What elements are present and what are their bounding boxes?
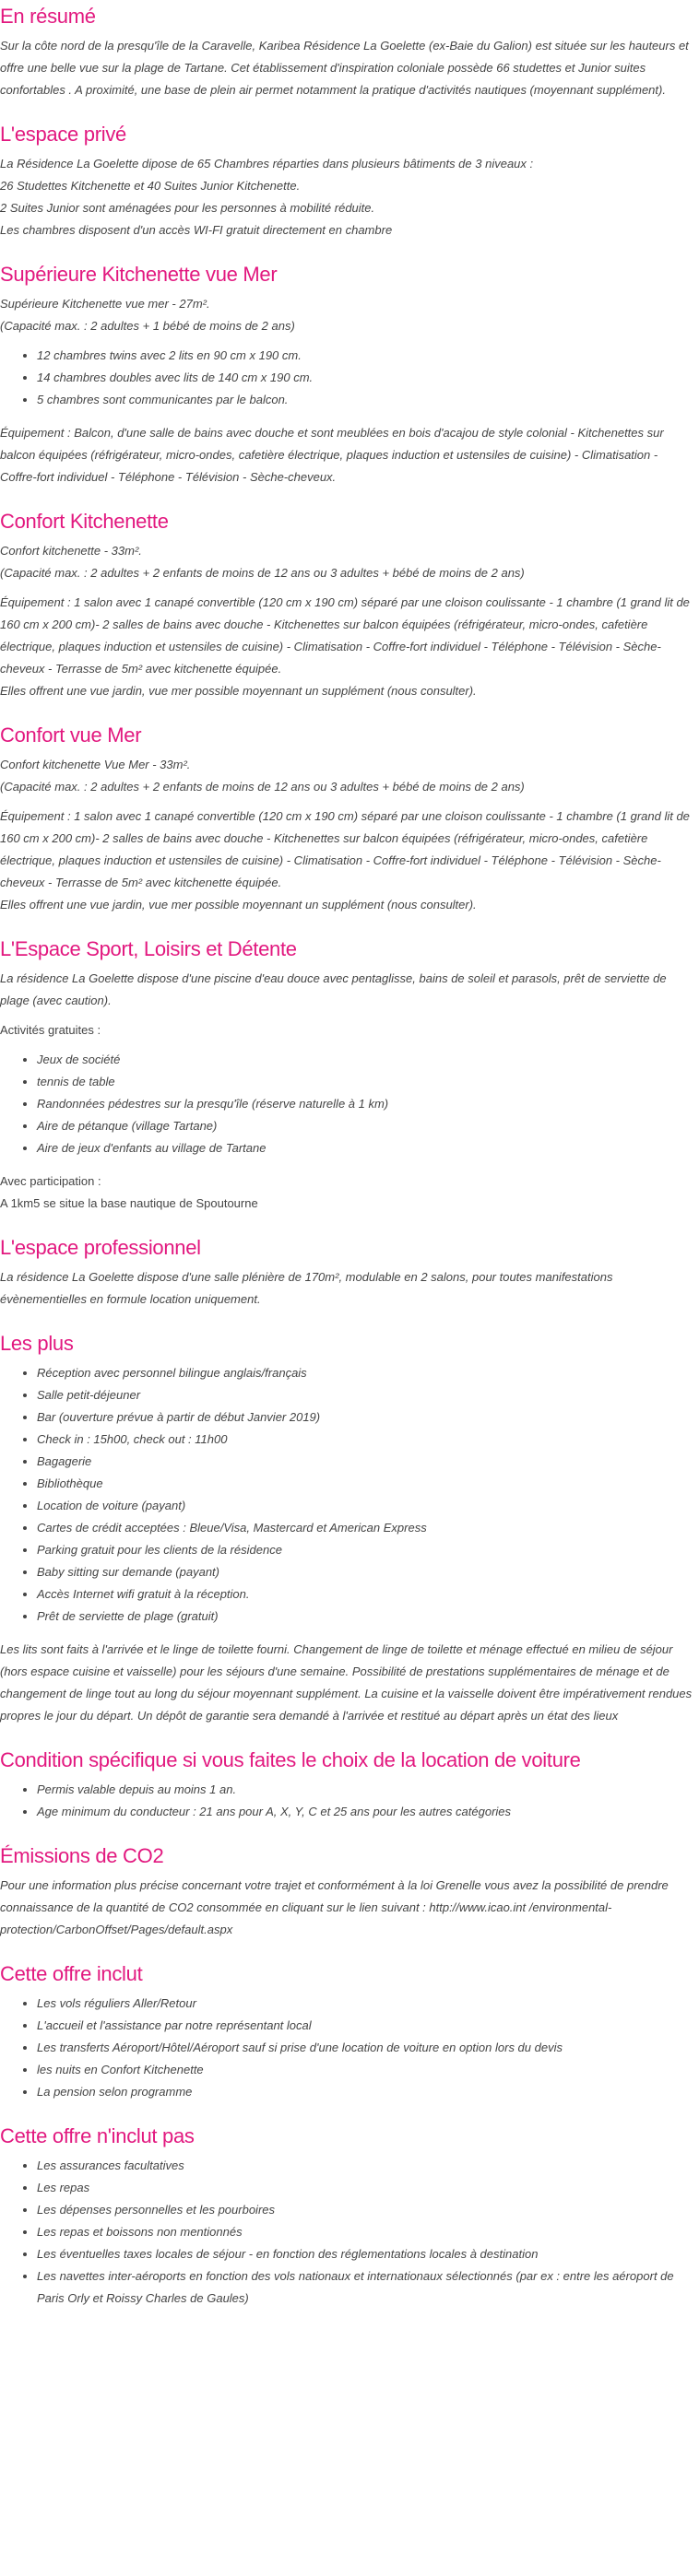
list-item: • Les dépenses personnelles et les pourboires (37, 2199, 693, 2221)
list-item: • L'accueil et l'assistance par notre représentant local (37, 2015, 693, 2037)
paragraph (0, 754, 693, 798)
list-item: • Les repas (37, 2177, 693, 2199)
section (0, 936, 693, 1215)
text-line: (Capacité max. : 2 adultes + 2 enfants de moins de 12 ans ou 3 adultes + bébé de moins de 2 ans) (0, 780, 525, 794)
list-item: • Aire de jeux d'enfants au village de Tartane (37, 1137, 693, 1159)
text-line: Confort kitchenette Vue Mer - 33m². (0, 758, 191, 771)
paragraph (0, 1170, 693, 1215)
text-line: Elles offrent une vue jardin, vue mer possible moyennant un supplément (nous consulter). (0, 684, 477, 698)
list-item: • Les navettes inter-aéroports en fonction des vols nationaux et internationaux sélectionnés (par ex : entre les aéroport de Paris Orly et Roissy Charles de Gaules) (37, 2265, 693, 2310)
section-title: L'espace privé (0, 123, 126, 146)
section-title: Cette offre n'inclut pas (0, 2124, 195, 2147)
list-item: • Les repas et boissons non mentionnés (37, 2221, 693, 2243)
text-line: Activités gratuites : (0, 1023, 101, 1037)
text-line: A 1km5 se situe la base nautique de Spoutourne (0, 1196, 258, 1210)
section (0, 1843, 693, 1941)
list-item: • Cartes de crédit acceptées : Bleue/Visa, Mastercard et American Express (37, 1517, 693, 1539)
paragraph (0, 1019, 693, 1041)
section-title: Condition spécifique si vous faites le choix de la location de voiture (0, 1748, 581, 1771)
list-item: • Bagagerie (37, 1451, 693, 1473)
section-title: L'Espace Sport, Loisirs et Détente (0, 937, 297, 960)
bullet-list (0, 1049, 693, 1159)
list-item: • Les vols réguliers Aller/Retour (37, 1993, 693, 2015)
text-line: Équipement : 1 salon avec 1 canapé convertible (120 cm x 190 cm) séparé par une cloison coulissante - 1 chambre (1 grand lit de 160 cm x 200 cm)- 2 salles de bains avec douche - Kitchenettes sur balcon équipées (réfrigérateur, micro-ondes, cafetière électrique, plaques induction et ustensiles de cuisine) - Climatisation - Coffre-fort individuel - Téléphone - Télévision - Sèche-cheveux - Terrasse de 5m² avec kitchenette équipée. (0, 809, 690, 889)
text-line: Équipement : Balcon, d'une salle de bains avec douche et sont meublées en bois d'acajou de style colonial - Kitchenettes sur balcon équipées (réfrigérateur, micro-ondes, cafetière électrique, plaques induction et ustensiles de cuisine) - Climatisation - Coffre-fort individuel - Téléphone - Télévision - Sèche-cheveux. (0, 426, 664, 484)
list-item: • Prêt de serviette de plage (gratuit) (37, 1606, 693, 1628)
paragraph (0, 968, 693, 1012)
list-item: • Aire de pétanque (village Tartane) (37, 1115, 693, 1137)
text-line: 2 Suites Junior sont aménagées pour les personnes à mobilité réduite. (0, 201, 375, 215)
text-line: Confort kitchenette - 33m². (0, 544, 142, 558)
text-line: La résidence La Goelette dispose d'une salle plénière de 170m², modulable en 2 salons, pour toutes manifestations évènementielles en formule location uniquement. (0, 1270, 613, 1306)
text-line: Sur la côte nord de la presqu'île de la Caravelle, Karibea Résidence La Goelette (ex-Baie du Galion) est située sur les hauteurs et offre une belle vue sur la plage de Tartane. Cet établissement d'inspiration coloniale possède 66 studettes et Junior suites confortables . A proximité, une base de plein air permet notamment la pratique d'activités nautiques (moyennant supplément). (0, 39, 689, 97)
section-title: En résumé (0, 5, 96, 28)
section-title: L'espace professionnel (0, 1236, 201, 1259)
paragraph (0, 35, 693, 101)
list-item: • Bar (ouverture prévue à partir de début Janvier 2019) (37, 1406, 693, 1429)
section (0, 1961, 693, 2103)
list-item: • Réception avec personnel bilingue anglais/français (37, 1362, 693, 1384)
section-title: Confort vue Mer (0, 723, 142, 747)
list-item: • La pension selon programme (37, 2081, 693, 2103)
list-item: • les nuits en Confort Kitchenette (37, 2059, 693, 2081)
list-item: • Les éventuelles taxes locales de séjour - en fonction des réglementations locales à destination (37, 2243, 693, 2265)
text-line: 26 Studettes Kitchenette et 40 Suites Junior Kitchenette. (0, 179, 301, 193)
paragraph (0, 422, 693, 488)
text-line: La Résidence La Goelette dipose de 65 Chambres réparties dans plusieurs bâtiments de 3 niveaux : (0, 157, 534, 171)
text-line: Supérieure Kitchenette vue mer - 27m². (0, 297, 210, 311)
section-title: Confort Kitchenette (0, 510, 169, 533)
paragraph (0, 592, 693, 702)
text-line: Équipement : 1 salon avec 1 canapé convertible (120 cm x 190 cm) séparé par une cloison coulissante - 1 chambre (1 grand lit de 160 cm x 200 cm)- 2 salles de bains avec douche - Kitchenettes sur balcon équipées (réfrigérateur, micro-ondes, cafetière électrique, plaques induction et ustensiles de cuisine) - Climatisation - Coffre-fort individuel - Téléphone - Télévision - Sèche-cheveux - Terrasse de 5m² avec kitchenette équipée. (0, 595, 690, 676)
section (0, 122, 693, 241)
paragraph (0, 1266, 693, 1311)
bullet-list (0, 2155, 693, 2310)
list-item: • Salle petit-déjeuner (37, 1384, 693, 1406)
bullet-list (0, 345, 693, 411)
list-item: • Jeux de société (37, 1049, 693, 1071)
section-title: Émissions de CO2 (0, 1844, 164, 1867)
section (0, 509, 693, 702)
list-item: • Accès Internet wifi gratuit à la réception. (37, 1583, 693, 1606)
text-line: Les lits sont faits à l'arrivée et le linge de toilette fourni. Changement de linge de toilette et ménage effectué en milieu de séjour (hors espace cuisine et vaisselle) pour les séjours d'une semaine. Possibilité de prestations supplémentaires de ménage et de changement de linge tout au long du séjour moyennant supplément. La cuisine et la vaisselle doivent être impérativement rendues propres le jour du départ. Un dépôt de garantie sera demandé à l'arrivée et restitué au départ après un état des lieux (0, 1642, 693, 1723)
bullet-list (0, 1362, 693, 1628)
text-line: Pour une information plus précise concernant votre trajet et conformément à la loi Grenelle vous avez la possibilité de prendre connaissance de la quantité de CO2 consommée en cliquant sur le lien suivant : http://www.icao.int /environmental-protection/CarbonOffset/Pages/default.aspx (0, 1878, 669, 1936)
list-item: • 14 chambres doubles avec lits de 140 cm x 190 cm. (37, 367, 693, 389)
paragraph (0, 293, 693, 337)
section (0, 1747, 693, 1823)
bullet-list (0, 1993, 693, 2103)
list-item: • Les transferts Aéroport/Hôtel/Aéroport sauf si prise d'une location de voiture en option lors du devis (37, 2037, 693, 2059)
list-item: • Age minimum du conducteur : 21 ans pour A, X, Y, C et 25 ans pour les autres catégories (37, 1801, 693, 1823)
section-title: Les plus (0, 1332, 74, 1355)
paragraph (0, 153, 693, 241)
section-title: Cette offre inclut (0, 1962, 143, 1985)
text-line: Les chambres disposent d'un accès WI-FI gratuit directement en chambre (0, 223, 393, 237)
paragraph (0, 806, 693, 916)
text-line: Avec participation : (0, 1174, 101, 1188)
paragraph (0, 1875, 693, 1941)
list-item: • Randonnées pédestres sur la presqu'île (réserve naturelle à 1 km) (37, 1093, 693, 1115)
text-line: Elles offrent une vue jardin, vue mer possible moyennant un supplément (nous consulter). (0, 898, 477, 912)
paragraph (0, 1639, 693, 1727)
section (0, 1235, 693, 1311)
section-title: Supérieure Kitchenette vue Mer (0, 263, 278, 286)
section (0, 1331, 693, 1727)
list-item: • tennis de table (37, 1071, 693, 1093)
text-line: La résidence La Goelette dispose d'une piscine d'eau douce avec pentaglisse, bains de soleil et parasols, prêt de serviette de plage (avec caution). (0, 971, 667, 1007)
paragraph (0, 540, 693, 584)
text-line: (Capacité max. : 2 adultes + 1 bébé de moins de 2 ans) (0, 319, 295, 333)
list-item: • 12 chambres twins avec 2 lits en 90 cm x 190 cm. (37, 345, 693, 367)
section (0, 262, 693, 488)
list-item: • Les assurances facultatives (37, 2155, 693, 2177)
text-line: (Capacité max. : 2 adultes + 2 enfants de moins de 12 ans ou 3 adultes + bébé de moins de 2 ans) (0, 566, 525, 580)
list-item: • Location de voiture (payant) (37, 1495, 693, 1517)
list-item: • Permis valable depuis au moins 1 an. (37, 1779, 693, 1801)
section (0, 723, 693, 916)
list-item: • Parking gratuit pour les clients de la résidence (37, 1539, 693, 1561)
bullet-list (0, 1779, 693, 1823)
list-item: • Bibliothèque (37, 1473, 693, 1495)
list-item: • Baby sitting sur demande (payant) (37, 1561, 693, 1583)
list-item: • Check in : 15h00, check out : 11h00 (37, 1429, 693, 1451)
section (0, 4, 693, 101)
list-item: • 5 chambres sont communicantes par le balcon. (37, 389, 693, 411)
section (0, 2123, 693, 2310)
